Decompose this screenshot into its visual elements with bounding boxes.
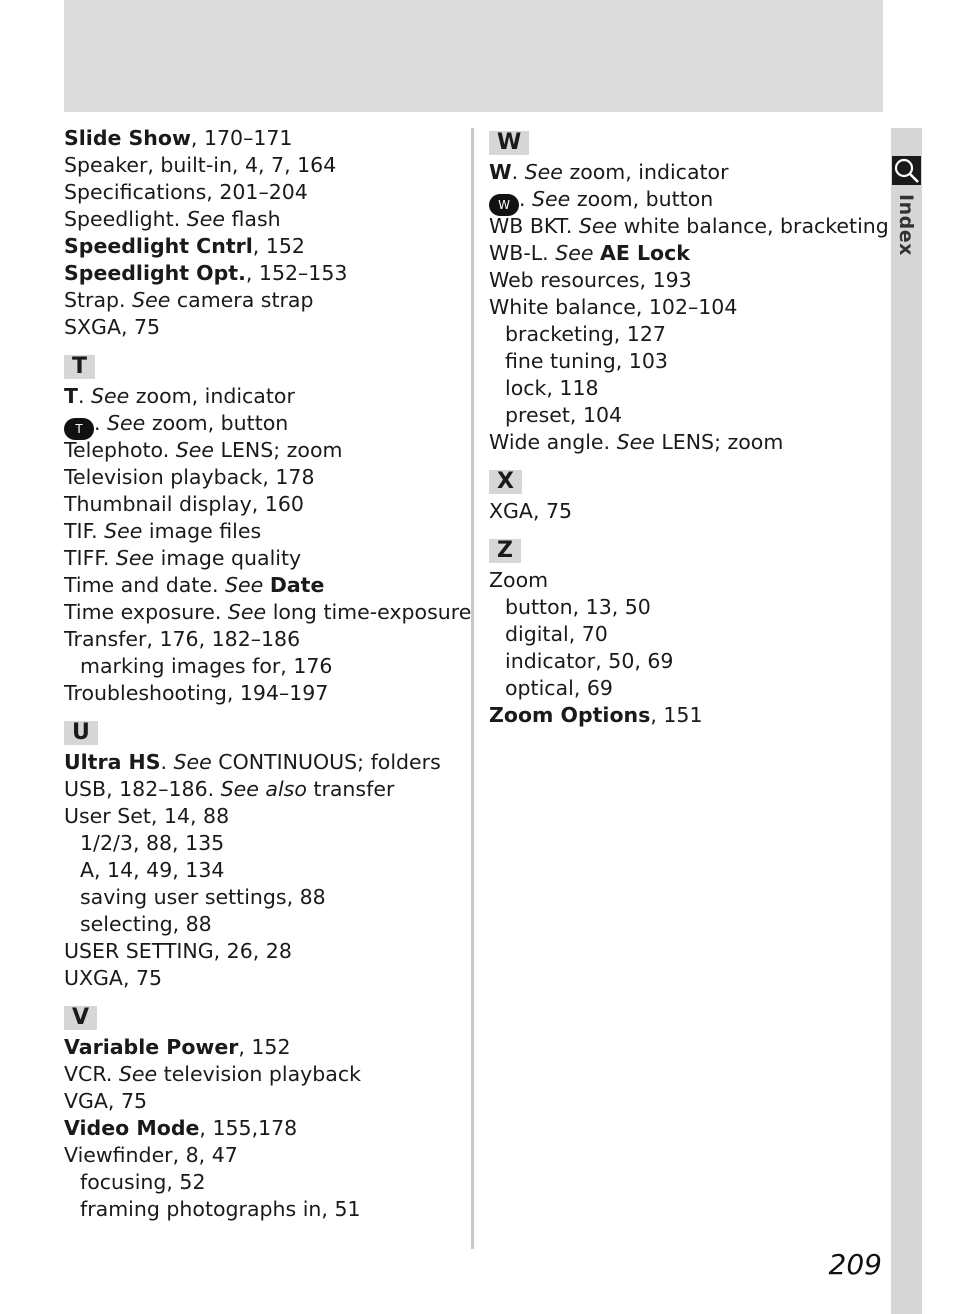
index-subentry [64,857,471,884]
entry-text: Speedlight Opt. [64,261,246,285]
side-tab-label: Index [895,194,917,256]
entry-text: See [132,288,171,312]
entry-text: zoom, button [570,187,714,211]
entry-text: Troubleshooting, 194–197 [64,681,329,705]
entry-text: Wide angle. [489,430,617,454]
entry-text: See [118,1062,158,1086]
index-entry [489,159,889,186]
side-tab [891,128,922,1314]
entry-text: AE Lock [599,241,690,265]
entry-text: See [578,214,618,238]
entry-text: image files [142,519,262,543]
entry-text: VGA, 75 [64,1089,148,1113]
entry-text: See [91,384,130,408]
entry-text: See [616,430,655,454]
index-subentry [489,621,889,648]
zoom-button-icon: T [64,418,94,440]
section-letter-label: X [489,470,522,494]
entry-text: , 170–171 [190,126,293,150]
index-subentry [489,594,889,621]
entry-text: LENS; zoom [654,430,784,454]
index-entry [64,152,471,179]
entry-text: USER SETTING, 26, 28 [64,939,292,963]
index-entry [64,437,471,464]
entry-text: preset, 104 [505,403,623,427]
entry-text: , 151 [650,703,703,727]
entry-text: VCR. [64,1062,119,1086]
entry-text: USB, 182–186. [64,777,221,801]
entry-text: Variable Power [64,1035,239,1059]
entry-text: See [115,546,155,570]
entry-text: transfer [306,777,395,801]
entry-text: Strap. [64,288,133,312]
index-entry [64,410,471,437]
entry-text: image quality [154,546,302,570]
entry-text: television playback [157,1062,361,1086]
index-subentry [489,321,889,348]
index-entry [64,383,471,410]
entry-text: white balance, bracketing [617,214,889,238]
entry-text: optical, 69 [505,676,613,700]
entry-text: Speedlight Cntrl [64,234,253,258]
magnifier-icon [892,156,921,185]
entry-text: See [532,187,571,211]
section-letter-v [64,992,471,1034]
index-entry [64,1115,471,1142]
index-entry [64,749,471,776]
index-entry [64,938,471,965]
index-subentry [489,348,889,375]
entry-text: digital, 70 [505,622,608,646]
entry-text: TIFF. [64,546,116,570]
index-entry [489,702,889,729]
column-divider [471,128,474,1249]
entry-text: marking images for, 176 [80,654,333,678]
entry-text: zoom, indicator [129,384,295,408]
entry-text: See [173,750,212,774]
entry-text: fine tuning, 103 [505,349,668,373]
entry-text: bracketing, 127 [505,322,666,346]
index-entry [489,429,889,456]
entry-text: A, 14, 49, 134 [80,858,225,882]
entry-text: See [225,573,264,597]
section-letter-x [489,456,889,498]
entry-text: Viewfinder, 8, 47 [64,1143,238,1167]
entry-text: . [94,411,108,435]
index-entry [64,626,471,653]
entry-text: Time exposure. [64,600,228,624]
header-band [64,0,883,112]
index-entry [64,233,471,260]
entry-text: Date [269,573,325,597]
index-entry [64,1142,471,1169]
index-entry [64,545,471,572]
index-column-left [64,125,471,1223]
entry-text: , 152 [238,1035,291,1059]
entry-text: zoom, indicator [562,160,729,184]
entry-text: Video Mode [64,1116,200,1140]
entry-text: Slide Show [64,126,191,150]
entry-text: Zoom Options [489,703,651,727]
entry-text: See [104,519,143,543]
index-entry [64,464,471,491]
index-subentry [64,830,471,857]
index-entry [489,186,889,213]
entry-text: indicator, 50, 69 [505,649,674,673]
entry-text: See [186,207,225,231]
index-subentry [64,653,471,680]
index-subentry [64,911,471,938]
zoom-button-icon: W [489,194,519,216]
index-entry [489,498,889,525]
index-entry [64,680,471,707]
index-entry [64,518,471,545]
entry-text: , 152–153 [245,261,348,285]
index-entry [64,125,471,152]
index-entry [489,213,889,240]
index-column-right [489,125,889,729]
entry-text: W [489,160,512,184]
index-subentry [64,1169,471,1196]
entry-text: flash [224,207,281,231]
index-entry [64,260,471,287]
entry-text: , 152 [252,234,305,258]
index-entry [64,314,471,341]
entry-text: lock, 118 [505,376,599,400]
index-entry [64,803,471,830]
entry-text: . [77,384,92,408]
entry-text: Television playback, 178 [64,465,315,489]
entry-text: . [519,187,533,211]
index-subentry [64,1196,471,1223]
index-entry [64,599,471,626]
entry-text: saving user settings, 88 [80,885,326,909]
entry-text: See [175,438,215,462]
index-entry [64,491,471,518]
index-subentry [489,675,889,702]
entry-text: LENS; zoom [214,438,343,462]
index-entry [489,567,889,594]
entry-text: UXGA, 75 [64,966,163,990]
entry-text: SXGA, 75 [64,315,161,339]
entry-text: camera strap [170,288,314,312]
index-entry [64,1061,471,1088]
entry-text: See also [220,777,307,801]
entry-text: . [511,160,525,184]
section-letter-u [64,707,471,749]
entry-text: WB BKT. [489,214,579,238]
entry-text: zoom, button [145,411,289,435]
entry-text: Thumbnail display, 160 [64,492,304,516]
index-subentry [489,375,889,402]
section-letter-label: T [64,355,95,379]
page-number: 209 [828,1248,882,1281]
entry-text: Web resources, 193 [489,268,692,292]
entry-text: See [524,160,563,184]
section-letter-t [64,341,471,383]
entry-text: Specifications, 201–204 [64,180,308,204]
entry-text: TIF. [64,519,105,543]
index-subentry [489,402,889,429]
entry-text: Transfer, 176, 182–186 [64,627,301,651]
section-letter-label: W [489,131,529,155]
entry-text: Time and date. [64,573,226,597]
entry-text: , 155,178 [199,1116,298,1140]
index-entry [64,206,471,233]
index-entry [489,267,889,294]
index-entry [489,240,889,267]
section-letter-label: V [64,1006,97,1030]
section-letter-z [489,525,889,567]
index-entry [64,179,471,206]
index-entry [64,287,471,314]
entry-text: Telephoto. [64,438,176,462]
entry-text: focusing, 52 [80,1170,206,1194]
entry-text: Zoom [489,568,549,592]
entry-text: Speaker, built-in, 4, 7, 164 [64,153,337,177]
index-entry [64,776,471,803]
entry-text: WB-L. [489,241,556,265]
entry-text: XGA, 75 [489,499,573,523]
entry-text: Ultra HS [64,750,161,774]
section-letter-w [489,125,889,159]
entry-text: See [227,600,267,624]
entry-text: T [64,384,78,408]
entry-text: button, 13, 50 [505,595,651,619]
section-letter-label: U [64,721,98,745]
entry-text: 1/2/3, 88, 135 [80,831,225,855]
entry-text: long time-exposure [266,600,472,624]
entry-text: User Set, 14, 88 [64,804,230,828]
entry-text: . [160,750,174,774]
entry-text: selecting, 88 [80,912,212,936]
entry-text: framing photographs in, 51 [80,1197,361,1221]
section-letter-label: Z [489,539,521,563]
index-entry [64,1088,471,1115]
entry-text: See [555,241,594,265]
index-subentry [64,884,471,911]
entry-text: CONTINUOUS; folders [211,750,441,774]
index-entry [64,965,471,992]
index-subentry [489,648,889,675]
index-entry [64,572,471,599]
entry-text: White balance, 102–104 [489,295,738,319]
index-entry [64,1034,471,1061]
entry-text: Speedlight. [64,207,187,231]
entry-text: See [107,411,146,435]
index-entry [489,294,889,321]
